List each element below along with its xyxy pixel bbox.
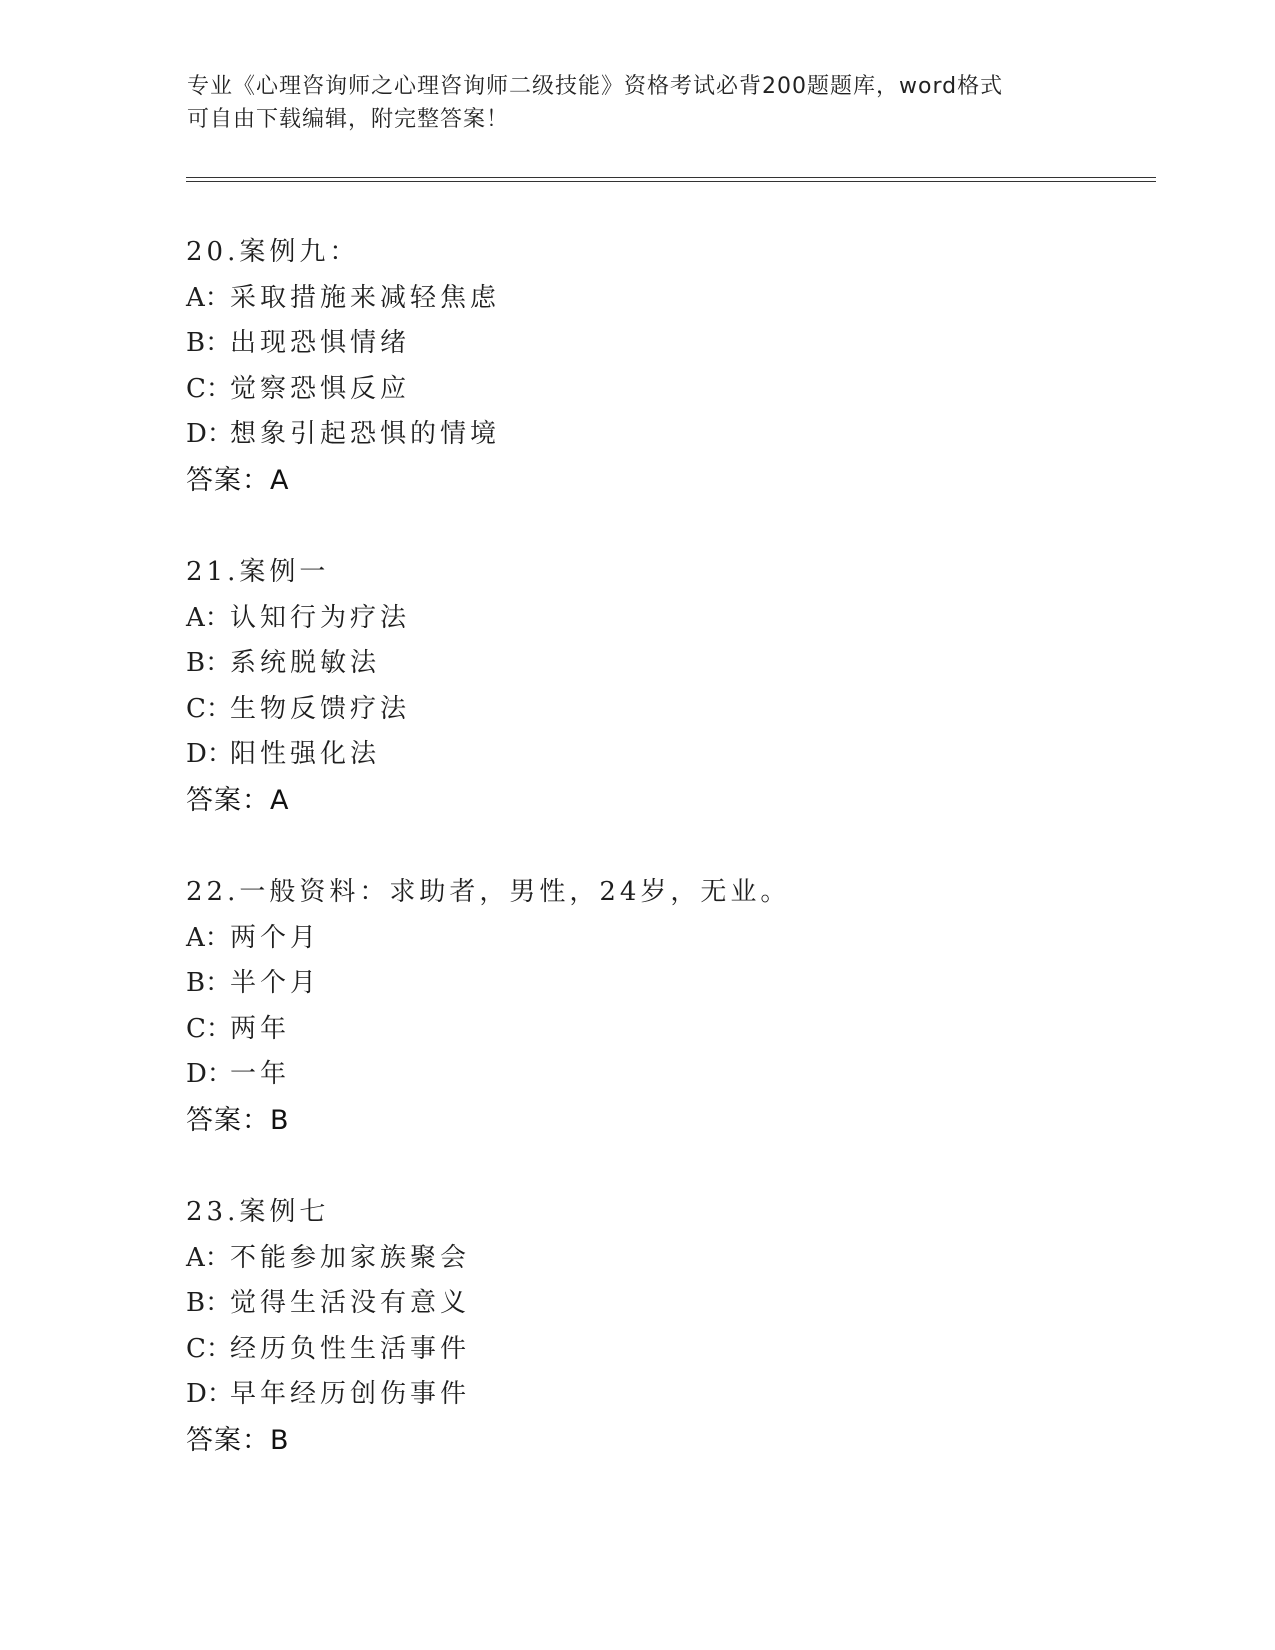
option-c [186, 687, 1146, 733]
option-text: 一年 [230, 1059, 291, 1089]
option-c [186, 1007, 1146, 1053]
option-letter: D： [186, 1059, 233, 1089]
option-b [186, 321, 1146, 367]
option-letter: B： [186, 968, 232, 998]
question-title: 21.案例一 [186, 557, 330, 587]
option-text: 系统脱敏法 [230, 648, 381, 678]
option-text: 经历负性生活事件 [230, 1333, 471, 1364]
option-c [186, 1327, 1146, 1373]
option-text: 出现恐惧情绪 [230, 328, 411, 358]
question-23 [186, 1190, 1146, 1510]
option-d [186, 412, 1146, 458]
option-letter: B： [186, 1288, 232, 1318]
option-a [186, 1236, 1146, 1282]
option-letter: A： [186, 1242, 231, 1273]
question-list [186, 230, 1146, 1510]
option-letter: D： [186, 419, 233, 449]
answer-line: 答案：A [186, 464, 290, 496]
option-letter: D： [186, 1379, 233, 1409]
option-letter: A： [186, 922, 231, 953]
option-text: 采取措施来减轻焦虑 [230, 282, 501, 313]
option-letter: B： [186, 648, 232, 678]
option-text: 想象引起恐惧的情境 [230, 419, 501, 449]
option-text: 觉得生活没有意义 [230, 1288, 471, 1318]
option-letter: B： [186, 328, 232, 358]
option-text: 认知行为疗法 [230, 602, 411, 633]
header-line-1: 专业《心理咨询师之心理咨询师二级技能》资格考试必背200题题库，word格式 [187, 74, 1004, 99]
option-text: 觉察恐惧反应 [230, 373, 411, 404]
header-line-2: 可自由下载编辑，附完整答案！ [187, 107, 510, 132]
option-letter: D： [186, 739, 233, 769]
header-divider [186, 177, 1156, 182]
question-title: 22.一般资料：求助者，男性，24岁，无业。 [186, 877, 791, 907]
option-letter: C： [186, 1013, 232, 1044]
option-text: 早年经历创伤事件 [230, 1379, 471, 1409]
option-text: 两个月 [230, 922, 321, 953]
option-letter: A： [186, 602, 231, 633]
option-a [186, 916, 1146, 962]
option-d [186, 1372, 1146, 1418]
option-letter: C： [186, 1333, 232, 1364]
question-22 [186, 870, 1146, 1190]
option-c [186, 367, 1146, 413]
document-header [187, 70, 1087, 136]
question-title: 23.案例七 [186, 1197, 330, 1227]
option-letter: C： [186, 373, 232, 404]
answer-line: 答案：B [186, 1424, 290, 1456]
option-text: 生物反馈疗法 [230, 693, 411, 724]
question-title: 20.案例九： [186, 237, 360, 267]
answer-line: 答案：B [186, 1104, 290, 1136]
option-d [186, 1052, 1146, 1098]
answer-line: 答案：A [186, 784, 290, 816]
option-b [186, 641, 1146, 687]
option-d [186, 732, 1146, 778]
option-b [186, 1281, 1146, 1327]
option-a [186, 596, 1146, 642]
option-b [186, 961, 1146, 1007]
option-text: 两年 [230, 1013, 291, 1044]
option-text: 阳性强化法 [230, 739, 381, 769]
question-21 [186, 550, 1146, 870]
option-a [186, 276, 1146, 322]
option-text: 半个月 [230, 968, 321, 998]
option-letter: C： [186, 693, 232, 724]
question-20 [186, 230, 1146, 550]
option-letter: A： [186, 282, 231, 313]
option-text: 不能参加家族聚会 [230, 1242, 471, 1273]
